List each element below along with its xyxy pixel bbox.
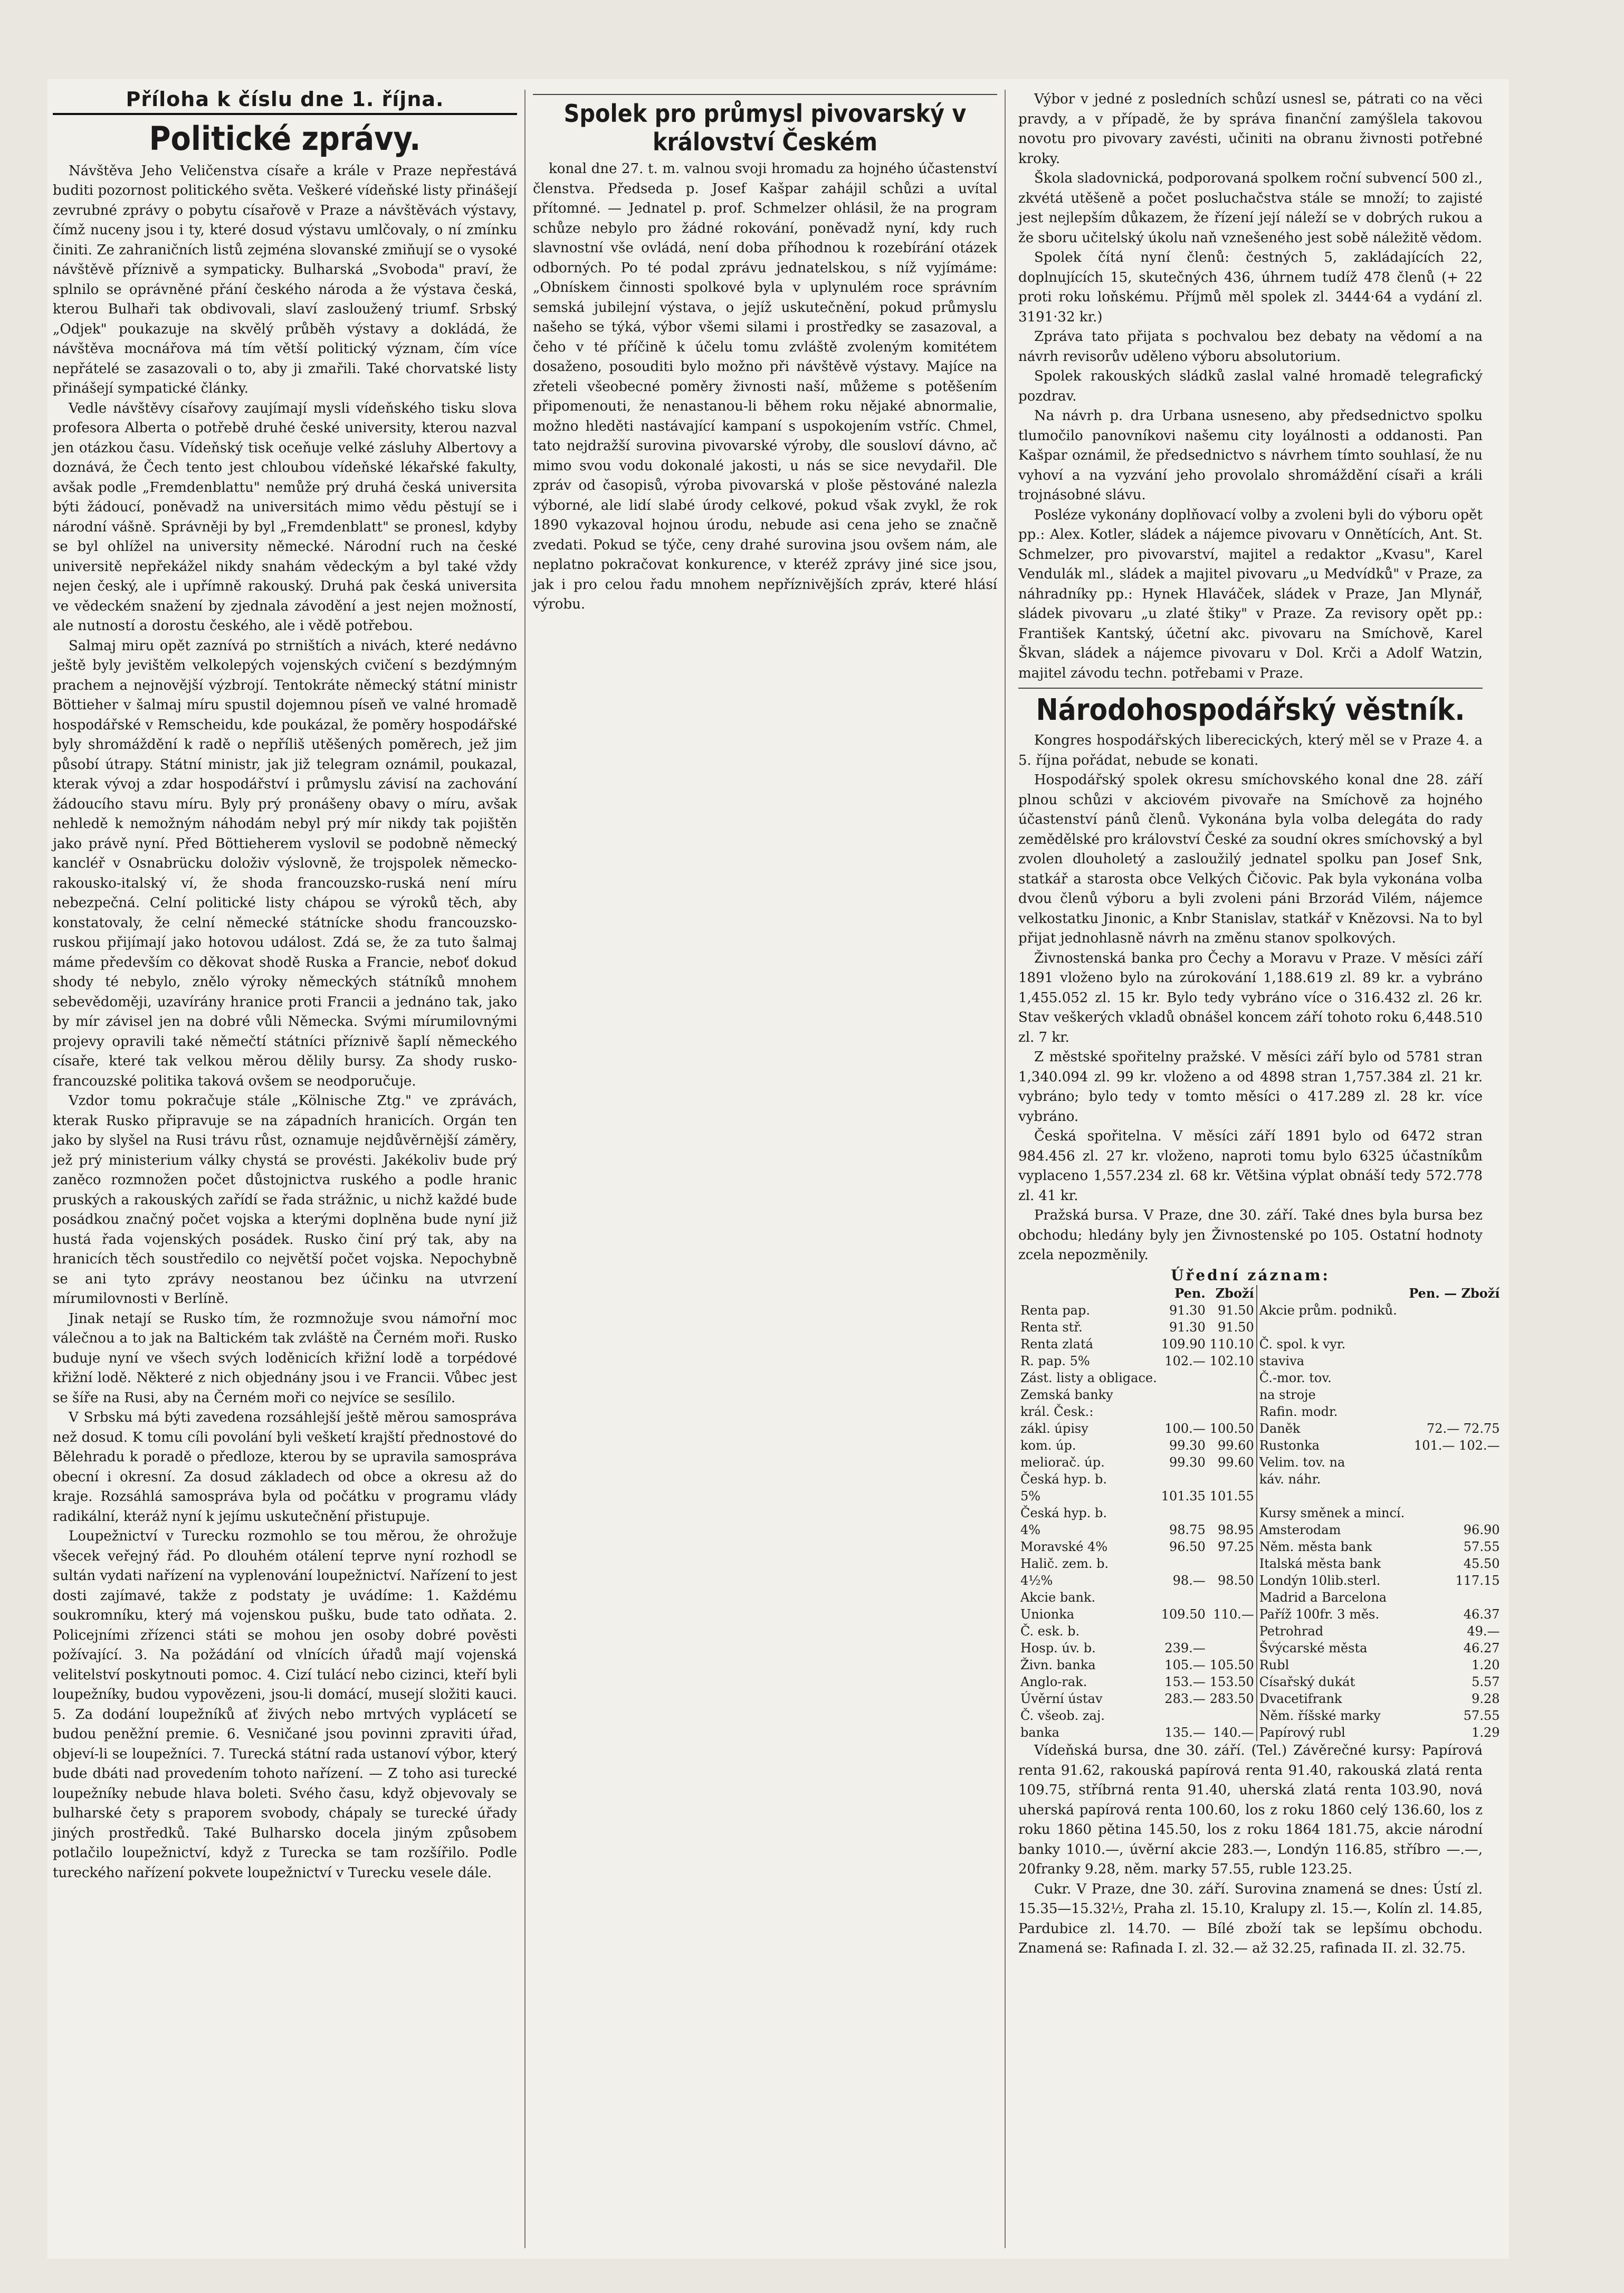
quotes-cell: Císařský dukát: [1257, 1673, 1407, 1690]
quotes-row: [1018, 1403, 1502, 1420]
quotes-cell: 4½%: [1020, 1573, 1053, 1588]
economy-paragraph: Česká spořitelna. V měsíci září 1891 bylo od 6472 stran 984.456 zl. 27 kr. vloženo, naproti tomu bylo 6325 účastníkům vyplaceno 1,557.234 zl. 68 kr. Většina výplat obnáší tedy 572.778 zl. 41 kr.: [1018, 1128, 1483, 1204]
quotes-cell: 57.55: [1463, 1539, 1500, 1554]
quotes-cell: Velim. tov. na: [1257, 1454, 1407, 1471]
quotes-cell: 135.—: [1164, 1725, 1206, 1740]
quotes-cell: R. pap. 5%: [1020, 1354, 1090, 1368]
quotes-cell: Moravské 4%: [1020, 1539, 1108, 1554]
quotes-cell: Unionka: [1020, 1607, 1075, 1622]
quotes-row: [1018, 1707, 1502, 1724]
quotes-cell: Č.-mor. tov.: [1257, 1369, 1407, 1386]
politics-paragraph: Vzdor tomu pokračuje stále „Kölnische Ztg." ve zprávách, kterak Rusko připravuje se na západních hranicích. Orgán ten jako by slyšel na Rusi trávu růst, oznamuje nejdůvěrnější záměry, jež prý ministerium války chystá se provésti. Jakékoliv bude prý zaněco rozmnožen počet důstojnictva ruského a podle hranic pruských a rakouských zařídí se řada strážnic, u nichž každé bude posádkou značný počet vojska a kterými doplněna bude nyní již hustá řada vojenských posádek. Rusko činí prý tak, aby na hranicích těch soustředilo co největší počet vojska. Nepochybně se ani tyto zprávy neostanou bez účinku na utvrzení mírumilovnosti v Berlíně.: [53, 1093, 517, 1307]
quotes-cell: Česká hyp. b.: [1020, 1472, 1107, 1487]
quotes-cell: 101.35: [1161, 1489, 1206, 1504]
quotes-cell: Paříž 100fr. 3 měs.: [1257, 1606, 1407, 1623]
quotes-cell: [1208, 1505, 1257, 1521]
quotes-cell: 91.30: [1169, 1320, 1206, 1335]
quotes-cell: [1159, 1505, 1208, 1521]
quotes-cell: 110.10: [1209, 1337, 1254, 1352]
brewery-paragraph: Na návrh p. dra Urbana usneseno, aby předsednictvo spolku tlumočilo panovníkovi našemu city loyálnosti a oddanosti. Pan Kašpar oznámil, že předsednictvo s návrhem tímto souhlasí, že nu vyhoví a na vyzvání jeho provolalo shromáždění císaři a králi trojnásobné slávu.: [1018, 408, 1483, 503]
quotes-header-cell: Pen.: [1174, 1286, 1206, 1301]
quotes-cell: [1407, 1302, 1502, 1319]
politics-paragraph: Návštěva Jeho Veličenstva císaře a krále v Praze nepřestává buditi pozornost politického světa. Veškeré vídeňské listy přinášejí zevrubné zprávy o pobytu císařově v Praze a návštěvách výstavy, čímž nuceny jsou i ty, které dosud výstavu umlčovaly, o ní zmínku činiti. Ze zahraničních listů zejména slovanské zmiňují se o vysoké návštěvě příznivě a sympaticky. Bulharská „Svoboda" praví, že splnilo se oprávněné přání českého národa a že výstava česká, kterou Bulhaři tak obdivovali, slaví zasloužený triumf. Srbský „Odjek" poukazuje na skvělý průběh výstavy a dokládá, že návštěva mocnářova má tím větší politický význam, čím více nepřátelé se zasazovali o to, aby ji zmařili. Také chorvatské listy přinášejí sympatické články.: [53, 163, 517, 396]
quotes-cell: káv. náhr.: [1257, 1471, 1407, 1488]
quotes-cell: [1407, 1386, 1502, 1403]
brewery-paragraph: Škola sladovnická, podporovaná spolkem roční subvencí 500 zl., zkvétá utěšeně a počet posluchačstva stále se množí; to zajisté jest nejlepším důkazem, že řízení její náleží se v dobrých rukou a že sboru učitelský úkolu naň vznešeného jest sobě náležitě vědom.: [1018, 170, 1483, 246]
quotes-cell: 91.50: [1218, 1303, 1254, 1318]
quotes-cell: Něm. říšské marky: [1257, 1707, 1407, 1724]
quotes-cell: [1208, 1403, 1257, 1420]
quotes-header-cell: Pen. — Zboží: [1409, 1286, 1500, 1301]
quotes-cell: Č. všeob. zaj.: [1020, 1708, 1105, 1723]
brewery-paragraph: Zpráva tato přijata s pochvalou bez debaty na vědomí a na návrh revisorův uděleno výboru absolutorium.: [1018, 329, 1483, 365]
quotes-cell: Anglo-rak.: [1020, 1674, 1087, 1689]
economy-paragraph: Kongres hospodářských liberecických, který měl se v Praze 4. a 5. října pořádat, nebude se konati.: [1018, 732, 1483, 768]
quotes-cell: banka: [1020, 1725, 1059, 1740]
quotes-cell: Rafin. modr.: [1257, 1403, 1407, 1420]
quotes-cell: [1159, 1369, 1208, 1386]
quotes-cell: 97.25: [1218, 1539, 1254, 1554]
quotes-cell: 105.50: [1209, 1658, 1254, 1672]
quotes-cell: kom. úp.: [1020, 1438, 1076, 1453]
quotes-row: [1018, 1589, 1502, 1606]
economy-paragraph: Z městské spořitelny pražské. V měsíci září bylo od 5781 stran 1,340.094 zl. 99 kr. vloženo a od 4898 stran 1,757.384 zl. 21 kr. vybráno; bylo tedy v tomto měsíci o 417.289 zl. 28 kr. více vybráno.: [1018, 1049, 1483, 1125]
quotes-cell: [1257, 1488, 1407, 1505]
quotes-cell: [1159, 1403, 1208, 1420]
quotes-row: [1018, 1420, 1502, 1437]
quotes-cell: 105.—: [1164, 1658, 1206, 1672]
quotes-cell: 72.— 72.75: [1426, 1421, 1500, 1436]
quotes-cell: 99.30: [1169, 1455, 1206, 1470]
quotes-row: [1018, 1521, 1502, 1538]
brewery-paragraph: Spolek rakouských sládků zaslal valné hromadě telegrafický pozdrav.: [1018, 368, 1483, 404]
quotes-row: [1018, 1572, 1502, 1589]
quotes-cell: 140.—: [1213, 1725, 1254, 1740]
quotes-cell: 1.20: [1472, 1658, 1500, 1672]
economy-paragraph: Hospodářský spolek okresu smíchovského konal dne 28. září plnou schůzi v akciovém pivovaře na Smíchově za hojného účastenství pánů členů. Vykonána byla volba delegáta do rady zemědělské pro království České za soudní okres smíchovský a byl zvolen dlouholetý a zasloužilý jednatel spolku pan Josef Snk, statkář a starosta obce Velkých Čičovic. Pak byla vykonána volba dvou členů výboru a byli zvoleni páni Brzorád Vilém, nájemce velkostatku Jinonic, a Knbr Stanislav, statkář v Knězovsi. Na to byl přijat jednohlasně návrh na změnu stanov spolkových.: [1018, 772, 1483, 946]
quotes-cell: 153.—: [1164, 1674, 1206, 1689]
quotes-cell: 110.—: [1213, 1607, 1254, 1622]
quotes-cell: Č. spol. k vyr.: [1257, 1336, 1407, 1353]
quotes-row: [1018, 1538, 1502, 1555]
quotes-row: [1018, 1488, 1502, 1505]
quotes-cell: [1407, 1336, 1502, 1353]
quotes-table: [1018, 1285, 1502, 1741]
quotes-cell: Papírový rubl: [1257, 1724, 1407, 1741]
quotes-cell: Akcie prům. podniků.: [1257, 1302, 1407, 1319]
newspaper-page: [47, 79, 1509, 2259]
quotes-row: [1018, 1336, 1502, 1353]
quotes-cell: Úvěrní ústav: [1020, 1691, 1103, 1706]
quotes-cell: Něm. města bank: [1257, 1538, 1407, 1555]
politics-heading: Politické zprávy.: [149, 119, 421, 158]
quotes-row: [1018, 1302, 1502, 1319]
quotes-cell: 96.90: [1463, 1523, 1500, 1537]
quotes-cell: Česká hyp. b.: [1020, 1506, 1107, 1520]
quotes-cell: 101.55: [1209, 1489, 1254, 1504]
quotes-cell: 1.29: [1472, 1725, 1500, 1740]
quotes-cell: Dvacetifrank: [1257, 1690, 1407, 1707]
quotes-cell: Hosp. úv. b.: [1020, 1641, 1096, 1655]
quotes-cell: 99.60: [1218, 1455, 1254, 1470]
quotes-cell: [1208, 1386, 1257, 1403]
quotes-cell: Zemská banky: [1020, 1387, 1113, 1402]
quotes-cell: 98.95: [1218, 1523, 1254, 1537]
supplement-header: Příloha k číslu dne 1. října.: [53, 90, 517, 115]
politics-paragraph: Loupežnictví v Turecku rozmohlo se tou měrou, že ohrožuje všecek veřejný řád. Po dlouhém otálení teprve nyní rozhodl se sultán vydati nařízení na vyplenování loupežnictví. Nařízení to jest dosti zajímavé, takže z podstaty je uvádíme: 1. Každému soukromníku, který má vojenskou pušku, bude tato odňata. 2. Policejními zřízenci státi se mohou jen osoby dobré pověsti požívající. 3. Na požádání od vlnících úřadů mají vojenská velitelství poskytnouti pomoc. 4. Cizí tulácí nebo cizinci, kteří byli loupežníky, budou vypovězeni, jsou-li domácí, musejí složiti kauci. 5. Za dodání loupežníků ať živých nebo mrtvých vyplácetí se budou peněžní premie. 6. Vesničané jsou povinni zpraviti úřad, objeví-li se loupežníci. 7. Turecká státní rada ustanoví výbor, který bude dbáti nad provedením tohoto nařízení. — Z toho asi turecké loupežníky nebude hlava boleti. Svého času, když objevovaly se bulharské čety s praporem svobody, chápaly se turecké úřady jiných prostředků. Také Bulharsko docela jiným způsobem potlačilo loupežnictví, když z Turecka se tam rozšířilo. Podle tureckého nařízení pokvete loupežnictví v Turecku vesele dále.: [53, 1528, 517, 1881]
quotes-cell: [1407, 1353, 1502, 1369]
quotes-cell: [1407, 1369, 1502, 1386]
quotes-cell: Renta pap.: [1020, 1303, 1090, 1318]
quotes-cell: Kursy směnek a mincí.: [1257, 1505, 1407, 1521]
quotes-cell: Renta zlatá: [1020, 1337, 1093, 1352]
quotes-cell: 98.50: [1218, 1573, 1254, 1588]
brewery-paragraph: Výbor v jedné z posledních schůzí usnesl se, pátrati co na věci pravdy, a v případě, že by správa finanční zamýšlela takovou novotu pro pivovary zavésti, učiniti na obranu živnosti potřebné kroky.: [1018, 91, 1483, 167]
quotes-cell: 239.—: [1164, 1641, 1206, 1655]
quotes-cell: meliorač. úp.: [1020, 1455, 1105, 1470]
brewery-paragraph: Posléze vykonány doplňovací volby a zvoleni byli do výboru opět pp.: Alex. Kotler, sládek a nájemce pivovaru v Onnětících, Ant. St. Schmelzer, pro pivovarství, majitel a redaktor „Kvasu", Karel Vendulák ml., sládek a majitel pivovaru „u Medvídků" v Praze, za náhradníky pp.: Hynek Hlaváček, sládek v Praze, Jan Mlynář, sládek pivovaru „u zlaté štiky" v Praze. Za revisory opět pp.: František Kantský, účetní akc. pivovaru na Smíchově, Karel Škvan, sládek a nájemce pivovaru v Dol. Krči a Adolf Watzin, majitel závodu techn. potřebami v Praze.: [1018, 507, 1483, 681]
quotes-cell: 46.27: [1463, 1641, 1500, 1655]
quotes-cell: [1208, 1555, 1257, 1572]
quotes-cell: 91.50: [1218, 1320, 1254, 1335]
sugar-report: Cukr. V Praze, dne 30. září. Surovina znamená se dnes: Ústí zl. 15.35—15.32½, Praha zl. 15.10, Kralupy zl. 15.—, Kolín zl. 14.85, Pardubice zl. 14.70. — Bílé zboží tak se lepšímu obchodu. Znamená se: Rafinada I. zl. 32.— až 32.25, rafinada II. zl. 32.75.: [1018, 1881, 1483, 1956]
quotes-row: [1018, 1724, 1502, 1741]
vienna-bourse: Vídeňská bursa, dne 30. září. (Tel.) Závěrečné kursy: Papírová renta 91.62, rakouská papírová renta 91.40, rakouská zlatá renta 109.75, stříbrná renta 91.40, uherská zlatá renta 103.90, nová uherská papírová renta 100.60, los z roku 1860 celý 136.60, los z roku 1860 pětina 145.50, los z roku 1864 181.75, akcie národní banky 1010.—, úvěrní akcie 283.—, Londýn 116.85, stříbro —.—, 20franky 9.28, něm. marky 57.55, ruble 123.25.: [1018, 1743, 1483, 1877]
brewery-paragraph: konal dne 27. t. m. valnou svoji hromadu za hojného účastenství členstva. Předseda p. Josef Kašpar zahájil schůzi a uvítal přítomné. — Jednatel p. prof. Schmelzer ohlásil, že na program schůze nebylo pro žádné rokování, poněvadž nyní, kdy ruch slavnostní vše ovládá, není doba příhodnou k rozebírání otázek odborných. Po té podal zprávu jednatelskou, s níž vyjímáme: „Obnískem činnosti spolkové byla v uplynulém roce správním semská jubilejní výstava, o jejíž uskutečnění, pokud průmyslu našeho se týká, výbor všemi silami i prostředky se zasazoval, a čeho v té příčině k účelu tomu zvláště zvoleným komitétem dosaženo, posouditi bylo možno při návštěvě výstavy. Majíce na zřeteli všeobecné poměry živnosti naší, můžeme s potěšením připomenouti, že nenastanou-li během roku nějaké abnormalie, možno hleděti nastávající kampaní s uspokojením vstříc. Chmel, tato nejdražší surovina pivovarské výroby, dle sousloví dávno, ač mimo svou vodu dokonalé jakosti, u nás se sice nevydařil. Dle zpráv od časopisů, výroba pivovarská v ploše pěstováné nalezla výborné, ale lidí slabé úrody celkové, pokud však zvykl, že rok 1890 vykazoval hojnou úrodu, nebude asi cena jeho se značně zvedati. Pokud se týče, ceny drahé surovina jsou ovšem nám, ale neplatno pokračovat konkurence, v kteréž zprávy jiné sice jsou, jak i pro celou řadu mnohem nepříznivějších zpráv, které hlásí výrobu.: [533, 161, 997, 612]
quotes-cell: [1407, 1589, 1502, 1606]
quotes-cell: 283.50: [1209, 1691, 1254, 1706]
quotes-cell: 5%: [1020, 1489, 1041, 1504]
quotes-cell: [1159, 1555, 1208, 1572]
quotes-cell: stavivа: [1257, 1353, 1407, 1369]
quotes-header-cell: Zboží: [1215, 1286, 1254, 1301]
quotes-cell: 99.60: [1218, 1438, 1254, 1453]
quotes-cell: Petrohrad: [1257, 1623, 1407, 1640]
economy-paragraph: Živnostenská banka pro Čechy a Moravu v Praze. V měsíci září 1891 vloženo bylo na zúrokování 1,188.619 zl. 89 kr. a vybráno 1,455.052 zl. 15 kr. Bylo tedy vybráno více o 316.432 zl. 26 kr. Stav veškerých vkladů obnášel koncem září tohoto roku 6,448.510 zl. 7 kr.: [1018, 950, 1483, 1045]
quotes-cell: 9.28: [1472, 1691, 1500, 1706]
quotes-header-cell: [1257, 1285, 1407, 1302]
quotes-title: Úřední záznam:: [1171, 1266, 1330, 1284]
quotes-cell: [1407, 1488, 1502, 1505]
quotes-cell: 5.57: [1472, 1674, 1500, 1689]
quotes-row: [1018, 1555, 1502, 1572]
quotes-cell: 91.30: [1169, 1303, 1206, 1318]
quotes-cell: [1159, 1623, 1208, 1640]
quotes-cell: [1407, 1505, 1502, 1521]
quotes-header-row: [1018, 1285, 1502, 1302]
quotes-cell: 49.—: [1467, 1624, 1500, 1639]
quotes-cell: [1208, 1640, 1257, 1657]
politics-paragraph: V Srbsku má býti zavedena rozsáhlejší ještě měrou samospráva než dosud. K tomu cíli povolání byli vešketí krajští přednostové do Bělehradu k poradě o předloze, kterou by se upravila samospráva obecní i okresní. Za dosud základech od obce a okresu až do kraje. Rozsáhlá samospráva byla od počátku v programu vlády radikální, kteráž nyní k jejímu uskutečnění přistupuje.: [53, 1410, 517, 1525]
quotes-cell: Londýn 10lib.sterl.: [1257, 1572, 1407, 1589]
quotes-row: [1018, 1386, 1502, 1403]
quotes-cell: 109.90: [1161, 1337, 1206, 1352]
quotes-row: [1018, 1673, 1502, 1690]
politics-paragraph: Vedle návštěvy císařovy zaujímají mysli vídeňského tisku slova profesora Alberta o potřebě druhé české university, kterou nazval jen otázkou času. Vídeňský tisk oceňuje velké zásluhy Albertovy a doznává, že Čech tento jest chloubou vídeňské lékařské fakulty, avšak podle „Fremdenblattu" nemůže prý druhá česká universita býti žádoucí, poněvadž na universitách mimo vědu pěstují se i národní vášně. Správněji by byl „Fremdenblatt" se pronesl, kdyby se byl ohlížel na university německé. Národní ruch na české universitě nepřekážel nikdy snahám vědeckým a byl také vždy nejen český, ale i upřímně rakouský. Druhá pak česká universita ve vědeckém snažení by zjednala závodění a jest nejen možností, ale nutností a dorostu českého, ale i vědě potřebou.: [53, 400, 517, 634]
quotes-row: [1018, 1657, 1502, 1673]
quotes-cell: 100.—: [1164, 1421, 1206, 1436]
economy-paragraph: Pražská bursa. V Praze, dne 30. září. Také dnes byla bursa bez obchodu; hledány byly jen Živnostenské po 105. Ostatní hodnoty zcela nepozměnily.: [1018, 1207, 1483, 1263]
quotes-cell: Halič. zem. b.: [1020, 1556, 1109, 1571]
brewery-paragraph: Spolek čítá nyní členů: čestných 5, zakládajících 22, doplnujících 15, skutečných 436, úhrnem tudíž 478 členů (+ 22 proti roku loňskému. Příjmů měl spolek zl. 3444·64 a vydání zl. 3191·32 kr.): [1018, 250, 1483, 325]
quotes-cell: [1208, 1589, 1257, 1606]
column-2: [533, 90, 1006, 2248]
quotes-row: [1018, 1353, 1502, 1369]
quotes-row: [1018, 1623, 1502, 1640]
quotes-cell: Italská města bank: [1257, 1555, 1407, 1572]
quotes-cell: na stroje: [1257, 1386, 1407, 1403]
quotes-cell: Akcie bank.: [1020, 1590, 1096, 1605]
quotes-cell: zákl. úpisy: [1020, 1421, 1088, 1436]
quotes-row: [1018, 1505, 1502, 1521]
brewery-heading: Spolek pro průmysl pivovarský v království Českém: [533, 94, 997, 156]
quotes-cell: Madrid a Barcelona: [1257, 1589, 1407, 1606]
quotes-cell: [1257, 1319, 1407, 1336]
quotes-cell: [1159, 1589, 1208, 1606]
column-1: [53, 90, 526, 2248]
quotes-row: [1018, 1369, 1502, 1386]
quotes-cell: Živn. banka: [1020, 1658, 1096, 1672]
quotes-row: [1018, 1319, 1502, 1336]
quotes-cell: Renta stř.: [1020, 1320, 1083, 1335]
column-3: [1018, 90, 1500, 2248]
quotes-cell: 96.50: [1169, 1539, 1206, 1554]
quotes-cell: 102.10: [1209, 1354, 1254, 1368]
quotes-cell: 283.—: [1164, 1691, 1206, 1706]
quotes-row: [1018, 1640, 1502, 1657]
quotes-cell: [1407, 1403, 1502, 1420]
quotes-cell: Švýcarské města: [1257, 1640, 1407, 1657]
quotes-cell: král. Česk.:: [1020, 1404, 1094, 1419]
quotes-cell: Zást. listy a obligace.: [1020, 1371, 1157, 1385]
quotes-cell: Rubl: [1257, 1657, 1407, 1673]
quotes-cell: Č. esk. b.: [1020, 1624, 1080, 1639]
politics-paragraph: Jinak netají se Rusko tím, že rozmnožuje svou námořní moc válečnou a to jak na Baltickém tak zvláště na Černém moři. Rusko buduje nyní ve všech svých loděnicích křižní lodě a torpédové křižní lodě. Některé z nich objednány jsou i ve Francii. Vůbec jest se šíře na Rusi, aby na Černém moři co nejvíce se sesílilo.: [53, 1310, 517, 1406]
quotes-cell: Amsterodam: [1257, 1521, 1407, 1538]
quotes-cell: [1407, 1319, 1502, 1336]
quotes-row: [1018, 1606, 1502, 1623]
quotes-cell: Rustonka: [1257, 1437, 1407, 1454]
quotes-row: [1018, 1437, 1502, 1454]
quotes-cell: 4%: [1020, 1523, 1041, 1537]
quotes-cell: 46.37: [1463, 1607, 1500, 1622]
quotes-cell: 102.—: [1164, 1354, 1206, 1368]
quotes-cell: Daněk: [1257, 1420, 1407, 1437]
quotes-cell: [1208, 1707, 1257, 1724]
quotes-cell: [1208, 1471, 1257, 1488]
quotes-cell: [1407, 1471, 1502, 1488]
quotes-cell: [1208, 1623, 1257, 1640]
quotes-row: [1018, 1454, 1502, 1471]
quotes-cell: [1208, 1369, 1257, 1386]
quotes-cell: 57.55: [1463, 1708, 1500, 1723]
quotes-cell: 117.15: [1455, 1573, 1500, 1588]
politics-paragraph: Salmaj miru opět zaznívá po strništích a nivách, které nedávno ještě byly jevištěm velkolepých vojenských cvičení s bezdýmným prachem a nejnovější výzbrojí. Tentokráte německý státní ministr Böttieher v šalmaj míru spustil dojemnou píseň ve valné hromadě hospodářské v Remscheidu, kde poukázal, že poměry hospodářské byly shromáždění k radě o nepříliš utěšených poměrech, jež jim působí útrapy. Státní ministr, jak již telegram oznámil, poukazal, kterak vývoj a zdar hospodářství i průmyslu závisí na zachování žádoucího stavu míru. Byly prý pronášeny obavy o míru, avšak nehledě k nemožným náhodám nebyl prý mír nikdy tak pojištěn jako právě nyní. Před Böttieherem vyslovil se podobně německý kancléř v Osnabrücku doloživ výslovně, že trojspolek německo-rakousko-italský ví, že shoda francouzsko-ruská není míru nebezpečná. Celní politické listy chápou se výroků těch, aby konstatovaly, že celní německé státnícke shodu francouzsko-ruskou přijímají jako hotovou událost. Zdá se, že za tuto šalmaj máme především co děkovat shodě Ruska a Francie, neboť dokud shody té nebylo, znělo výroky německých státníků mnohem sebevědoměji, uzavírány hranice proti Francii a jednáno tak, jako by mír závisel jen na dobré vůli Německa. Svými mírumilovnými projevy opravili také němečtí státníci příznivě šaplí německého císaře, které tak velkou měrou dělily bursy. Za shody rusko-francouzské politika taková ovšem se neodporučuje.: [53, 638, 517, 1089]
quotes-cell: [1159, 1386, 1208, 1403]
quotes-cell: [1407, 1454, 1502, 1471]
quotes-cell: 109.50: [1161, 1607, 1206, 1622]
quotes-cell: 45.50: [1463, 1556, 1500, 1571]
quotes-cell: 101.— 102.—: [1413, 1438, 1500, 1453]
quotes-row: [1018, 1471, 1502, 1488]
quotes-cell: [1159, 1471, 1208, 1488]
quotes-row: [1018, 1690, 1502, 1707]
quotes-cell: 153.50: [1209, 1674, 1254, 1689]
quotes-header-cell: [1018, 1285, 1159, 1302]
quotes-cell: 99.30: [1169, 1438, 1206, 1453]
quotes-cell: 98.75: [1169, 1523, 1206, 1537]
quotes-cell: [1159, 1707, 1208, 1724]
economy-heading: Národohospodářský věstník.: [1018, 688, 1483, 728]
quotes-cell: 100.50: [1209, 1421, 1254, 1436]
quotes-cell: 98.—: [1172, 1573, 1206, 1588]
